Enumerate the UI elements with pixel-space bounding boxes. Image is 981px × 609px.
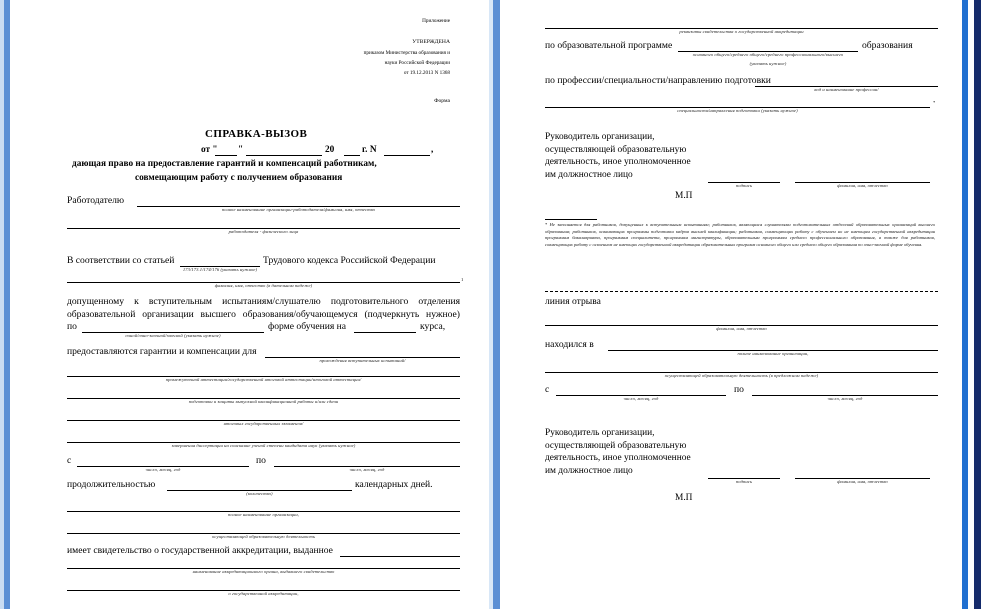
right-gutter-bar xyxy=(962,0,968,609)
document-page-1 xyxy=(10,0,489,609)
head2-line-2: осуществляющей образовательную xyxy=(545,440,687,451)
employer-label: Работодателю xyxy=(67,195,125,206)
caption-form-of-study: очной/очно-заочной/заочной (указать нужное) xyxy=(125,333,221,338)
number-line[interactable] xyxy=(384,155,430,156)
year-label: 20 xyxy=(325,145,335,155)
from-label: с xyxy=(67,455,72,466)
to-label: по xyxy=(256,455,266,466)
admitted-paragraph-l1: допущенному к вступительным испытаниям/слушателю подготовительного отделения xyxy=(67,296,460,307)
year-suffix: г. N xyxy=(362,145,377,155)
document-page-2 xyxy=(500,0,962,609)
caption-purpose-2: промежуточной аттестации/государственной итоговой аттестации/итоговой аттестации/ xyxy=(165,377,362,382)
head2-line-3: деятельность, иное уполномоченное xyxy=(545,453,691,463)
footnote-body: Не заполняется для работников, допущенных к вступительным испытаниям; работников, являющихся слушателями подготовительных отделений образовательных организаций высшего образования; работников, осваивающих программы подготовки кадров высшей квалификации; работников, совмещающих работу с обучением но не имеющим государственной аккредитации программам бакалавриата, программам специалитета, программам магистратуры, образовательным программам среднего профессионального образования, а также для работников, совмещающих работу с освоением не имеющих государственной аккредитации образовательных программ основного общего или среднего общего образования по очно-заочной форме обучения. xyxy=(545,222,935,247)
caption-program-1: основного общего/среднего общего/среднего профессионального/высшего xyxy=(692,52,844,57)
form-prefix: по xyxy=(67,321,77,332)
date-quote: " xyxy=(238,145,244,155)
caption-purpose-5: завершения диссертации на соискание ученой степени кандидата наук (указать нужное) xyxy=(171,443,356,448)
form-suffix: курса, xyxy=(420,321,446,332)
tear-off-label: линия отрыва xyxy=(545,296,601,307)
caption-date-to: число, месяц, год xyxy=(349,467,385,472)
center-gutter-bar xyxy=(493,0,500,609)
article-label-2: Трудового кодекса Российской Федерации xyxy=(263,255,436,266)
footnote-ref-1: 1 xyxy=(461,277,464,282)
program-label: по образовательной программе xyxy=(545,40,673,51)
guarantees-label: предоставляются гарантии и компенсации для xyxy=(67,346,257,357)
caption-employer: полное наименование организации-работодателя/фамилия, имя, отчество xyxy=(221,207,376,212)
caption-fio-2: фамилия, имя, отчество xyxy=(837,479,888,484)
caption-article: 173/173.1/174/176 (указать нужное) xyxy=(182,267,258,272)
stayed-label: находился в xyxy=(545,339,594,350)
date-month-line[interactable] xyxy=(246,155,322,156)
head-line-4: им должностное лицо xyxy=(545,169,633,180)
duration-suffix: календарных дней. xyxy=(355,479,433,490)
caption-profession-2: специальности/направления подготовки (указать нужное) xyxy=(677,108,798,113)
head-line-2: осуществляющей образовательную xyxy=(545,144,687,155)
appendix-label: Приложение xyxy=(422,18,450,24)
head-signature-block-2 xyxy=(545,427,691,477)
head2-line-4: им должностное лицо xyxy=(545,465,633,476)
form-label: Форма xyxy=(434,98,450,104)
duration-label: продолжительностью xyxy=(67,479,156,490)
caption-accred-body: наименование аккредитационного органа, выдавшего свидетельство xyxy=(192,569,335,574)
program-suffix: образования xyxy=(862,40,913,51)
caption-purpose-3: подготовки и защиты выпускной квалификационной работы и/или сдачи xyxy=(188,399,339,404)
tear-to-label: по xyxy=(734,384,744,395)
stamp-label-1: М.П xyxy=(675,191,693,201)
stamp-label-2: М.П xyxy=(675,493,693,503)
date-day-line[interactable] xyxy=(215,155,237,156)
caption-purpose-4: итоговых государственных экзаменов/ xyxy=(223,421,304,426)
approved-by-l2: науки Российской Федерации xyxy=(384,60,450,66)
caption-tear-date-to: число, месяц, год xyxy=(827,396,863,401)
caption-tear-org-activity: осуществляющей образовательную деятельность (в предложном падеже) xyxy=(664,373,819,378)
caption-signature-2: подпись xyxy=(735,479,753,484)
caption-signature-1: подпись xyxy=(735,183,753,188)
date-prefix: от " xyxy=(201,145,218,155)
tear-off-dashed-line xyxy=(545,291,938,292)
caption-tear-fio: фамилия, имя, отчество xyxy=(716,326,767,331)
date-year-line[interactable] xyxy=(344,155,360,156)
caption-accred-about: о государственной аккредитации, xyxy=(228,591,299,596)
caption-fio-dative: фамилия, имя, отчество (в дательном падеже) xyxy=(214,283,313,288)
footnote-asterisk: * xyxy=(545,222,548,227)
page-title: СПРАВКА-ВЫЗОВ xyxy=(205,128,308,140)
form-middle: форме обучения на xyxy=(268,321,347,332)
caption-tear-org-full: полное наименование организации, xyxy=(737,351,809,356)
head-signature-block-1 xyxy=(545,131,691,181)
profession-label: по профессии/специальности/направлению подготовки xyxy=(545,75,771,86)
accreditation-label: имеет свидетельство о государственной аккредитации, выданное xyxy=(67,545,333,556)
right-edge-bar xyxy=(974,0,981,609)
caption-tear-date-from: число, месяц, год xyxy=(623,396,659,401)
approved-order: от 19.12.2013 N 1368 xyxy=(403,70,450,76)
approved-label: УТВЕРЖДЕНА xyxy=(412,39,450,45)
article-label-1: В соответствии со статьей xyxy=(67,255,175,266)
admitted-paragraph-l2: образовательной организации высшего образования/обучающемуся (подчеркнуть нужное) xyxy=(67,309,460,320)
footnote-ref-asterisk: * xyxy=(933,100,936,105)
head-line-3: деятельность, иное уполномоченное xyxy=(545,157,691,167)
tear-from-label: с xyxy=(545,384,550,395)
course-line[interactable] xyxy=(354,332,416,333)
caption-org-full: полное наименование организации, xyxy=(227,512,300,517)
caption-program-2: (указать нужное) xyxy=(749,61,787,66)
caption-date-from: число, месяц, год xyxy=(145,467,181,472)
caption-accred-details: реквизиты свидетельства о государственной аккредитации xyxy=(679,29,804,34)
caption-profession-1: код и наименование профессии/ xyxy=(814,87,879,92)
subtitle-line-1: дающая право на предоставление гарантий и компенсаций работникам, xyxy=(72,159,377,169)
accreditation-body-line-a[interactable] xyxy=(340,556,460,557)
title-comma: , xyxy=(431,145,434,155)
caption-employer-person: работодателя - физического лица xyxy=(228,229,299,234)
caption-org-activity: осуществляющей образовательную деятельность xyxy=(211,534,316,539)
approved-by-l1: приказом Министерства образования и xyxy=(363,50,450,56)
caption-purpose-1: прохождения вступительных испытаний/ xyxy=(319,358,406,363)
footnote-text xyxy=(545,222,935,248)
caption-fio-1: фамилия, имя, отчество xyxy=(837,183,888,188)
head-line-1: Руководитель организации, xyxy=(545,132,655,142)
head2-line-1: Руководитель организации, xyxy=(545,428,655,438)
subtitle-line-2: совмещающим работу с получением образования xyxy=(135,173,343,183)
caption-quantity: (количество) xyxy=(246,491,273,496)
footnote-divider xyxy=(545,219,597,220)
